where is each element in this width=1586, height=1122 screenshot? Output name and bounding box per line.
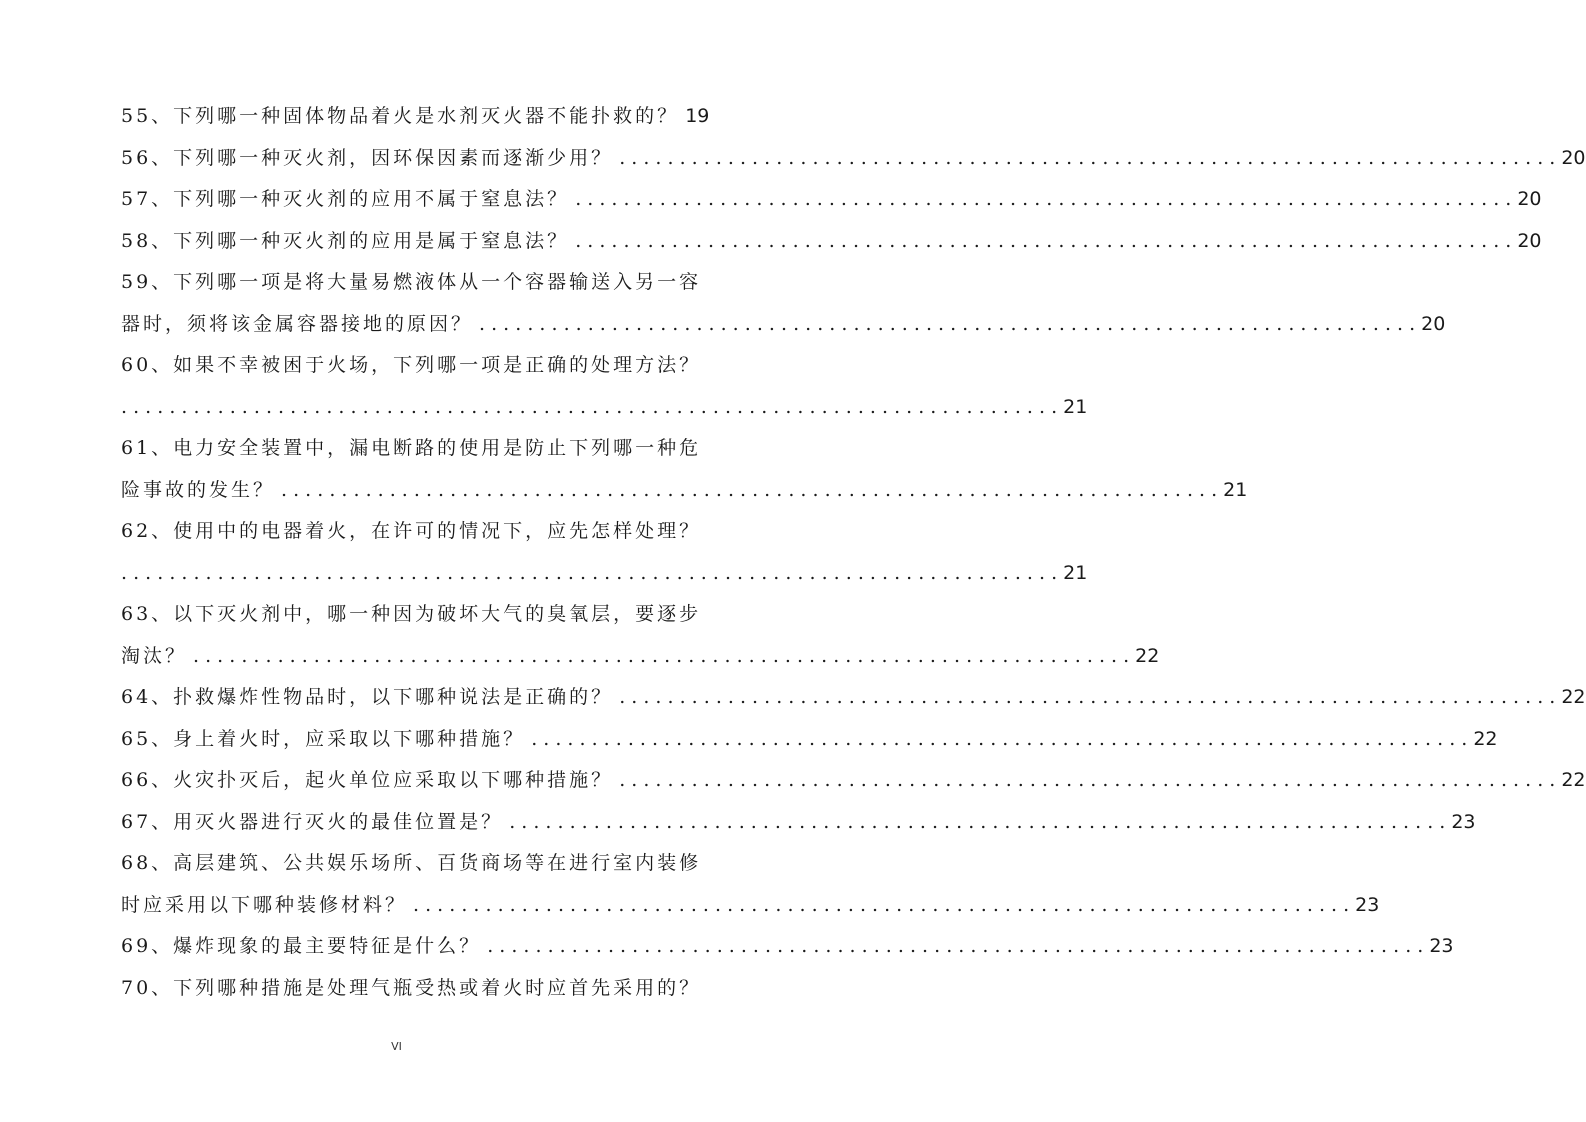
toc-line[interactable] — [121, 179, 1542, 221]
toc-page-number: 23 — [1451, 810, 1476, 833]
toc-entry-text: 淘汰？ — [121, 644, 188, 667]
toc-entry-text: 险事故的发生？ — [121, 478, 276, 501]
toc-page-number: 22 — [1561, 686, 1586, 708]
toc-leader-dots — [193, 636, 1129, 678]
toc-entry-text: 58、下列哪一种灭火剂的应用是属于窒息法？ — [121, 229, 570, 252]
toc-line[interactable] — [121, 802, 1476, 844]
toc-entry-text: 55、下列哪一种固体物品着火是水剂灭火器不能扑救的？ — [121, 105, 680, 127]
toc-line[interactable] — [121, 594, 702, 636]
toc-entry-text: 69、爆炸现象的最主要特征是什么？ — [121, 935, 482, 957]
toc-line[interactable] — [121, 636, 1160, 678]
toc-line[interactable] — [121, 885, 1380, 927]
toc-entry-text: 56、下列哪一种灭火剂，因环保因素而逐渐少用？ — [121, 146, 614, 169]
toc-leader-dots — [121, 553, 1057, 595]
toc-page-number: 23 — [1429, 935, 1454, 957]
toc-line[interactable] — [121, 677, 1586, 719]
toc-page-number: 20 — [1517, 188, 1542, 210]
toc-line[interactable] — [121, 926, 1454, 968]
toc-line[interactable] — [121, 760, 1586, 802]
toc-page-number: 22 — [1561, 769, 1586, 791]
toc-line[interactable] — [121, 511, 702, 553]
toc-line[interactable] — [121, 843, 702, 885]
toc-leader-dots — [619, 677, 1555, 719]
toc-leader-dots — [575, 221, 1511, 263]
toc-line[interactable] — [121, 428, 702, 470]
toc-leader-dots — [121, 387, 1057, 429]
toc-line[interactable] — [121, 221, 1542, 263]
toc-leader-dots — [487, 926, 1423, 968]
toc-page-number: 20 — [1561, 146, 1586, 169]
toc-entry-text: 60、如果不幸被困于火场，下列哪一项是正确的处理方法？ — [121, 354, 702, 376]
toc-line[interactable] — [121, 304, 1446, 346]
toc-leader-dots — [619, 138, 1555, 180]
toc-page-number: 19 — [685, 105, 710, 127]
toc-line[interactable] — [121, 387, 1088, 429]
toc-line[interactable] — [121, 96, 710, 138]
toc-entry-text: 64、扑救爆炸性物品时，以下哪种说法是正确的？ — [121, 686, 614, 708]
toc-line[interactable] — [121, 345, 702, 387]
toc-entry-text: 57、下列哪一种灭火剂的应用不属于窒息法？ — [121, 188, 570, 210]
toc-line[interactable] — [121, 719, 1498, 761]
toc-leader-dots — [413, 885, 1349, 927]
toc-entry-text: 59、下列哪一项是将大量易燃液体从一个容器输送入另一容 — [121, 271, 702, 293]
toc-entry-text: 65、身上着火时，应采取以下哪种措施？ — [121, 727, 526, 750]
table-of-contents — [121, 96, 1586, 1009]
toc-leader-dots — [509, 802, 1445, 844]
toc-entry-text: 器时，须将该金属容器接地的原因？ — [121, 312, 474, 335]
toc-page-number: 22 — [1135, 644, 1160, 667]
toc-line[interactable] — [121, 470, 1248, 512]
toc-line[interactable] — [121, 262, 702, 304]
toc-entry-text: 63、以下灭火剂中，哪一种因为破坏大气的臭氧层，要逐步 — [121, 603, 702, 625]
toc-line[interactable] — [121, 138, 1586, 180]
toc-leader-dots — [281, 470, 1217, 512]
toc-leader-dots — [479, 304, 1415, 346]
toc-leader-dots — [575, 179, 1511, 221]
toc-page-number: 22 — [1473, 727, 1498, 750]
toc-entry-text: 61、电力安全装置中，漏电断路的使用是防止下列哪一种危 — [121, 437, 702, 459]
toc-line[interactable] — [121, 553, 1088, 595]
toc-entry-text: 时应采用以下哪种装修材料？ — [121, 893, 408, 916]
toc-leader-dots — [531, 719, 1467, 761]
page-footer-number: VI — [391, 1040, 402, 1053]
toc-page-number: 21 — [1063, 561, 1088, 584]
toc-page-number: 21 — [1223, 478, 1248, 501]
toc-line[interactable] — [121, 968, 702, 1010]
toc-entry-text: 62、使用中的电器着火，在许可的情况下，应先怎样处理？ — [121, 520, 702, 542]
toc-entry-text: 68、高层建筑、公共娱乐场所、百货商场等在进行室内装修 — [121, 852, 702, 874]
toc-leader-dots — [619, 760, 1555, 802]
toc-entry-text: 70、下列哪种措施是处理气瓶受热或着火时应首先采用的？ — [121, 976, 702, 999]
toc-entry-text: 66、火灾扑灭后，起火单位应采取以下哪种措施？ — [121, 769, 614, 791]
toc-page-number: 20 — [1421, 312, 1446, 335]
toc-page-number: 20 — [1517, 229, 1542, 252]
toc-page-number: 21 — [1063, 395, 1088, 418]
toc-entry-text: 67、用灭火器进行灭火的最佳位置是？ — [121, 810, 504, 833]
toc-page-number: 23 — [1355, 893, 1380, 916]
